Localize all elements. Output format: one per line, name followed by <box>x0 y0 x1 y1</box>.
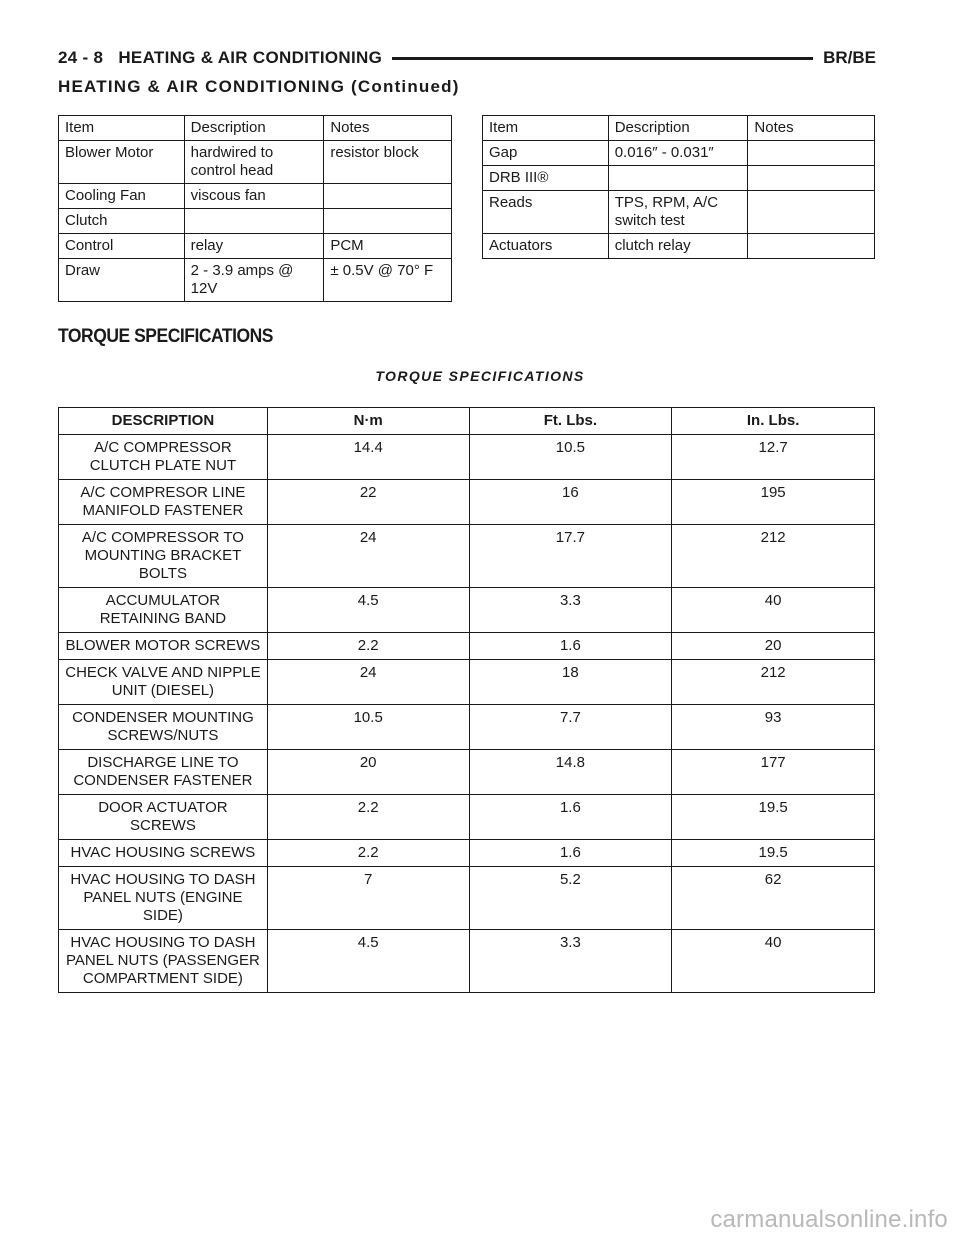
cell-value: 195 <box>672 480 875 525</box>
cell-value <box>324 184 452 209</box>
cell-value: 2.2 <box>267 633 469 660</box>
cell-value <box>608 166 748 191</box>
spec-row <box>59 259 452 302</box>
torque-row <box>59 633 875 660</box>
cell-description: A/C COMPRESSOR TO MOUNTING BRACKET BOLTS <box>59 525 268 588</box>
spec-row <box>483 191 875 234</box>
cell-value: 22 <box>267 480 469 525</box>
cell-value: viscous fan <box>184 184 324 209</box>
cell-description: Gap <box>483 141 609 166</box>
cell-value: ± 0.5V @ 70° F <box>324 259 452 302</box>
cell-description: Actuators <box>483 234 609 259</box>
cell-value: 24 <box>267 660 469 705</box>
cell-value <box>748 191 875 234</box>
cell-value <box>748 166 875 191</box>
cell-value: 18 <box>469 660 672 705</box>
model-code: BR/BE <box>823 48 876 67</box>
cell-value: hardwired to control head <box>184 141 324 184</box>
column-header: Item <box>483 116 609 141</box>
cell-value: 2.2 <box>267 840 469 867</box>
cell-value: 10.5 <box>267 705 469 750</box>
cell-description: HVAC HOUSING TO DASH PANEL NUTS (PASSENGER COMPARTMENT SIDE) <box>59 930 268 993</box>
header-row <box>59 408 875 435</box>
cell-value: 17.7 <box>469 525 672 588</box>
cell-value: 177 <box>672 750 875 795</box>
spec-row <box>59 141 452 184</box>
cell-description: A/C COMPRESOR LINE MANIFOLD FASTENER <box>59 480 268 525</box>
cell-value: 14.8 <box>469 750 672 795</box>
torque-row <box>59 840 875 867</box>
cell-description: Cooling Fan <box>59 184 185 209</box>
table-caption: TORQUE SPECIFICATIONS <box>375 368 585 384</box>
section-title: TORQUE SPECIFICATIONS <box>58 326 274 347</box>
cell-value: 1.6 <box>469 633 672 660</box>
cell-description: CHECK VALVE AND NIPPLE UNIT (DIESEL) <box>59 660 268 705</box>
cell-value: 1.6 <box>469 840 672 867</box>
torque-row <box>59 588 875 633</box>
cell-value: 7 <box>267 867 469 930</box>
cell-value: 19.5 <box>672 795 875 840</box>
cell-value: 40 <box>672 588 875 633</box>
spec-row <box>483 166 875 191</box>
cell-value: resistor block <box>324 141 452 184</box>
torque-row <box>59 480 875 525</box>
cell-description: DISCHARGE LINE TO CONDENSER FASTENER <box>59 750 268 795</box>
column-header: In. Lbs. <box>672 408 875 435</box>
cell-description: Reads <box>483 191 609 234</box>
spec-row <box>59 234 452 259</box>
cell-value <box>748 234 875 259</box>
spec-table-right <box>482 115 875 259</box>
cell-value: clutch relay <box>608 234 748 259</box>
cell-value <box>324 209 452 234</box>
column-header: Item <box>59 116 185 141</box>
header-rule <box>392 57 813 60</box>
column-header: Notes <box>324 116 452 141</box>
cell-description: A/C COMPRESSOR CLUTCH PLATE NUT <box>59 435 268 480</box>
continued-heading: HEATING & AIR CONDITIONING (Continued) <box>58 77 460 96</box>
torque-row <box>59 867 875 930</box>
cell-value: 212 <box>672 525 875 588</box>
cell-value: 3.3 <box>469 588 672 633</box>
cell-value: 4.5 <box>267 930 469 993</box>
torque-table <box>58 407 875 993</box>
cell-value: 93 <box>672 705 875 750</box>
cell-description: Draw <box>59 259 185 302</box>
cell-description: Blower Motor <box>59 141 185 184</box>
page-header-left <box>58 48 382 68</box>
torque-row <box>59 435 875 480</box>
torque-row <box>59 795 875 840</box>
cell-description: DRB III® <box>483 166 609 191</box>
cell-value: relay <box>184 234 324 259</box>
cell-value <box>184 209 324 234</box>
column-header: N·m <box>267 408 469 435</box>
cell-value: 10.5 <box>469 435 672 480</box>
spec-row <box>483 234 875 259</box>
cell-value: 20 <box>672 633 875 660</box>
cell-description: DOOR ACTUATOR SCREWS <box>59 795 268 840</box>
cell-description: BLOWER MOTOR SCREWS <box>59 633 268 660</box>
cell-value: 16 <box>469 480 672 525</box>
torque-row <box>59 930 875 993</box>
chapter-title: HEATING & AIR CONDITIONING <box>118 48 383 67</box>
cell-value: 3.3 <box>469 930 672 993</box>
cell-value: PCM <box>324 234 452 259</box>
cell-description: Control <box>59 234 185 259</box>
cell-value: 1.6 <box>469 795 672 840</box>
spec-table-left <box>58 115 452 302</box>
cell-value: 212 <box>672 660 875 705</box>
column-header: DESCRIPTION <box>59 408 268 435</box>
header-row <box>483 116 875 141</box>
cell-value: 62 <box>672 867 875 930</box>
cell-description: HVAC HOUSING SCREWS <box>59 840 268 867</box>
watermark: carmanualsonline.info <box>710 1206 948 1233</box>
cell-description: CONDENSER MOUNTING SCREWS/NUTS <box>59 705 268 750</box>
cell-value: 40 <box>672 930 875 993</box>
cell-value: 2.2 <box>267 795 469 840</box>
spec-row <box>59 184 452 209</box>
column-header: Description <box>608 116 748 141</box>
cell-value: 4.5 <box>267 588 469 633</box>
cell-description: HVAC HOUSING TO DASH PANEL NUTS (ENGINE SIDE) <box>59 867 268 930</box>
torque-row <box>59 525 875 588</box>
torque-row <box>59 660 875 705</box>
spec-row <box>483 141 875 166</box>
spec-row <box>59 209 452 234</box>
cell-value <box>748 141 875 166</box>
cell-description: ACCUMULATOR RETAINING BAND <box>59 588 268 633</box>
column-header: Ft. Lbs. <box>469 408 672 435</box>
cell-value: 20 <box>267 750 469 795</box>
column-header: Description <box>184 116 324 141</box>
torque-row <box>59 750 875 795</box>
cell-value: 0.016″ - 0.031″ <box>608 141 748 166</box>
cell-value: 19.5 <box>672 840 875 867</box>
page-number: 24 - 8 <box>58 48 104 67</box>
header-row <box>59 116 452 141</box>
cell-value: TPS, RPM, A/C switch test <box>608 191 748 234</box>
cell-value: 24 <box>267 525 469 588</box>
cell-value: 2 - 3.9 amps @ 12V <box>184 259 324 302</box>
cell-value: 5.2 <box>469 867 672 930</box>
cell-description: Clutch <box>59 209 185 234</box>
cell-value: 14.4 <box>267 435 469 480</box>
page-header <box>58 44 876 72</box>
cell-value: 7.7 <box>469 705 672 750</box>
torque-row <box>59 705 875 750</box>
cell-value: 12.7 <box>672 435 875 480</box>
column-header: Notes <box>748 116 875 141</box>
